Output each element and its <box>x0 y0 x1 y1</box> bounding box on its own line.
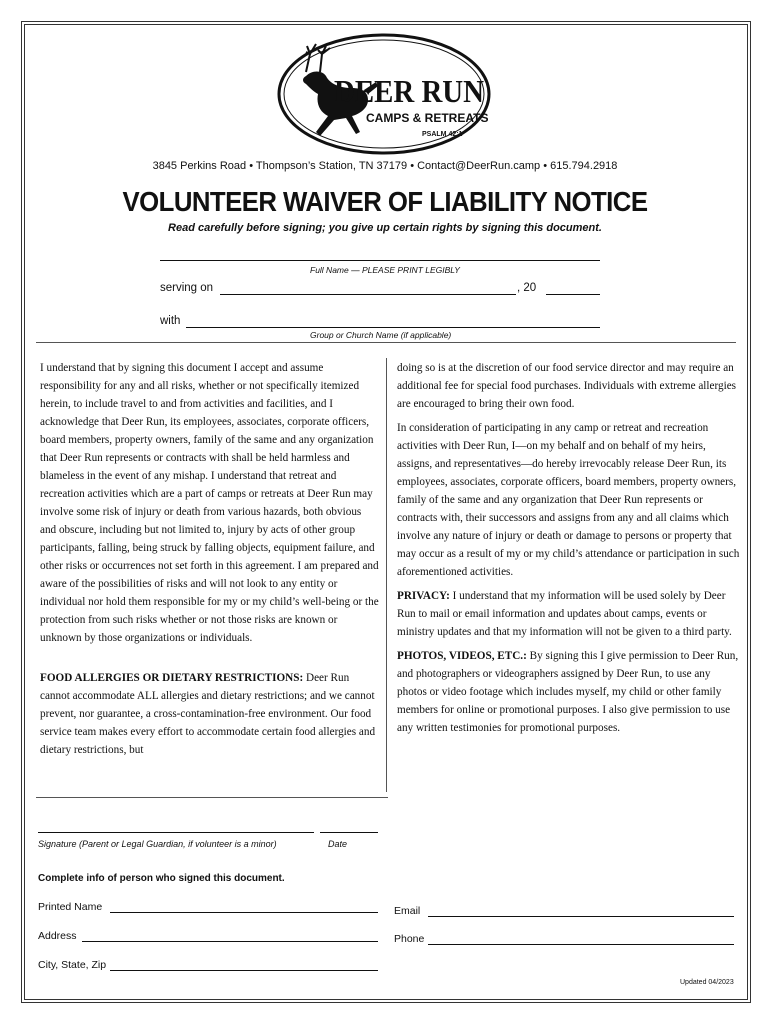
serving-on-field[interactable] <box>220 294 516 295</box>
printed-name-field[interactable] <box>110 912 378 913</box>
group-name-field[interactable] <box>186 327 600 328</box>
section-divider <box>36 342 736 343</box>
right-column <box>397 359 741 743</box>
assumption-of-risk-paragraph: I understand that by signing this document I accept and assume responsibility for any and all risks, whether or not specifically itemized herein, to include travel to and from activities and facilities, and I acknowledge that Deer Run, its employees, associates, corporate officers, board members, property owners, family of the same and any organization that Deer Run represents or contracts with shall be held harmless and blameless in the event of any mishap. I understand that retreat and recreation activities which are a part of camps or retreats at Deer Run may involve some risk of injury or death from various hazards, both obvious and obscure, including but not limited to, injury by acts of other group participants, falling, being struck by falling objects, equipment failure, and other risks or occurrences not set forth in this agreement. I am prepared and aware of the possibilities of risks and will not look to any entity or individual nor hold them responsible for my or my child’s well-being or the protection from such risks whether or not those risks are known or unknown by those organizations or individuals. <box>40 362 379 644</box>
page-title: VOLUNTEER WAIVER OF LIABILITY NOTICE <box>122 186 648 217</box>
printed-name-label: Printed Name <box>38 901 103 913</box>
logo-name: DEER RUN <box>334 73 484 109</box>
serving-on-label: serving on <box>160 282 214 294</box>
logo-graphic <box>276 32 492 156</box>
signature-caption: Signature (Parent or Legal Guardian, if volunteer is a minor) <box>38 839 277 849</box>
left-column <box>40 359 380 765</box>
city-state-zip-field[interactable] <box>110 970 378 971</box>
logo-tagline: CAMPS & RETREATS <box>366 111 489 125</box>
contact-address: 3845 Perkins Road • Thompson’s Station, TN 37179 • Contact@DeerRun.camp • 615.794.2918 <box>152 160 618 172</box>
food-allergies-paragraph <box>40 669 380 759</box>
phone-field[interactable] <box>428 944 734 945</box>
email-field[interactable] <box>428 916 734 917</box>
email-label: Email <box>394 905 421 917</box>
privacy-text: I understand that my information will be used solely by Deer Run to mail or email information and updates about camps, events or ministry updates and that my information will not be given to a third party. <box>397 590 732 638</box>
year-prefix: , 20 <box>517 282 537 294</box>
full-name-caption: Full Name — PLEASE PRINT LEGIBLY <box>310 265 460 275</box>
complete-info-heading: Complete info of person who signed this document. <box>38 873 285 884</box>
page-subtitle: Read carefully before signing; you give up certain rights by signing this document. <box>168 222 602 234</box>
group-caption: Group or Church Name (if applicable) <box>310 330 452 340</box>
address-field[interactable] <box>82 941 378 942</box>
deer-run-logo <box>276 32 492 156</box>
photos-heading: PHOTOS, VIDEOS, ETC.: <box>397 650 527 662</box>
food-allergies-text: Deer Run cannot accommodate ALL allergies and dietary restrictions; and we cannot prevent, nor guarantee, a cross-contamination-free environment. Our food service team makes every effort to accommodate certain food allergies and dietary restrictions, but <box>40 672 376 756</box>
date-field[interactable] <box>320 832 378 833</box>
address-label: Address <box>38 930 77 942</box>
photos-text: By signing this I give permission to Deer Run, and photographers or videographers assigned by Deer Run, to use any photos or video footage which includes myself, my child or other family members for online or promotional purposes. I also give permission to use any written testimonies for promotional purposes. <box>397 650 739 734</box>
phone-label: Phone <box>394 933 425 945</box>
updated-date: Updated 04/2023 <box>680 979 734 986</box>
left-column-bottom-rule <box>36 797 388 798</box>
year-field[interactable] <box>546 294 600 295</box>
food-allergies-heading: FOOD ALLERGIES OR DIETARY RESTRICTIONS: <box>40 672 304 684</box>
full-name-field[interactable] <box>160 260 600 261</box>
photos-paragraph <box>397 647 741 737</box>
date-caption: Date <box>328 839 348 849</box>
food-continued-paragraph: doing so is at the discretion of our food service director and may require an additional fee for special food purchases. Individuals with extreme allergies are encouraged to bring their own food. <box>397 362 737 410</box>
privacy-paragraph <box>397 587 741 641</box>
signature-field[interactable] <box>38 832 314 833</box>
release-paragraph: In consideration of participating in any camp or retreat and recreation activities with Deer Run, I—on my behalf and on behalf of my heirs, assigns, and representatives—do hereby irrevocably release Deer Run, its employees, associates, corporate officers, board members, property owners, family of the same and any organization that Deer Run represents or contracts with, their successors and assigns from any and all claims which involve any nature of injury or death or damage to persons or property that may occur as a result of my or my child’s attendance or participation in such aforementioned activities. <box>397 422 740 578</box>
privacy-heading: PRIVACY: <box>397 590 450 602</box>
city-state-zip-label: City, State, Zip <box>38 959 107 971</box>
logo-verse: PSALM 42:1 <box>422 131 463 138</box>
with-label: with <box>160 315 181 327</box>
column-divider <box>386 358 387 792</box>
